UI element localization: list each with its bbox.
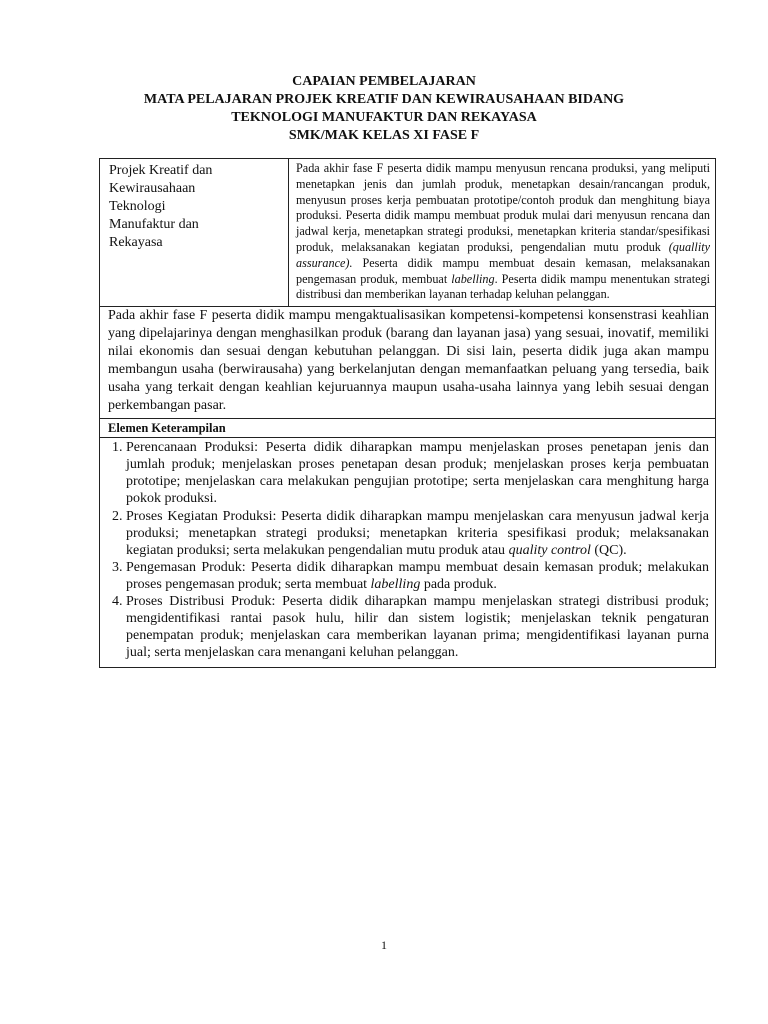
subject-line: Teknologi <box>109 199 166 214</box>
element-text: Proses Kegiatan Produksi: Peserta didik diharapkan mampu menjelaskan cara menyusun jadwal kerja produksi; menetapkan strategi produksi; menetapkan kriteria spesifikasi produk; melaksanakan kegiatan produksi; serta melakukan pengendalian mutu produk atau <box>126 508 709 558</box>
list-item <box>126 439 709 507</box>
subject-name-cell <box>100 159 289 307</box>
elements-heading-row <box>100 419 716 438</box>
title-line-4: SMK/MAK KELAS XI FASE F <box>288 128 480 143</box>
title-line-1: CAPAIAN PEMBELAJARAN <box>292 74 476 89</box>
subject-line: Kewirausahaan <box>109 181 196 196</box>
subject-line: Manufaktur dan <box>109 217 199 232</box>
title-line-2: MATA PELAJARAN PROJEK KREATIF DAN KEWIRAUSAHAAN BIDANG <box>143 92 625 107</box>
subject-line: Projek Kreatif dan <box>109 163 213 178</box>
list-item <box>126 508 709 559</box>
element-text-end: pada produk. <box>420 576 497 592</box>
overview-paragraph: Pada akhir fase F peserta didik mampu mengaktualisasikan kompetensi-kompetensi konsenstrasi keahlian yang dipelajarinya dengan menghasilkan produk (barang dan layanan jasa) yang sesuai, inovatif, memiliki nilai ekonomis dan sesuai dengan kebutuhan pelanggan. Di sisi lain, peserta didik juga akan mampu membangun usaha (berwirausaha) yang berkelanjutan dengan memanfaatkan peluang yang tersedia, baik usaha yang terkait dengan keahlian kejuruannya maupun usaha-usaha lainnya yang lebih sesuai dengan perkembangan pasar. <box>100 307 716 419</box>
overview-row <box>100 307 716 419</box>
cp-text-part: Pada akhir fase F peserta didik mampu menyusun rencana produksi, yang meliputi menetapkan jenis dan jumlah produk, menetapkan desain/rancangan produk, menyusun proses kerja pembuatan prototipe/contoh produk dan menghitung biaya produksi. Peserta didik mampu membuat produk mulai dari menyusun rencana dan jadwal kerja, menetapkan strategi produksi, menetapkan kriteria standar/spesifikasi produk, melaksanakan kegiatan produksi, pengendalian mutu produk <box>296 161 710 254</box>
cp-italic-term: labelling <box>451 271 495 286</box>
learning-outcomes-table <box>99 158 716 668</box>
elements-list-cell <box>100 438 716 668</box>
elements-list-row <box>100 438 716 668</box>
cp-text-part: . Peserta didik mampu menentukan strategi distribusi dan memberikan layanan terhadap keluhan pelanggan. <box>296 271 710 302</box>
page-number: 1 <box>381 938 387 952</box>
subject-row <box>100 159 716 307</box>
element-text-end: (QC). <box>590 542 627 558</box>
subject-line: Rekayasa <box>109 235 163 250</box>
element-text: Proses Distribusi Produk: Peserta didik diharapkan mampu menjelaskan strategi distribusi produk; mengidentifikasi rantai pasok hulu, hilir dan sistem logistik; menjelaskan teknik pengaturan penempatan produk; menjelaskan cara memberikan layanan prima; mengidentifikasi layanan purna jual; serta menjelaskan cara menangani keluhan pelanggan. <box>126 594 709 661</box>
element-italic-term: quality control <box>508 542 591 558</box>
title-line-3: TEKNOLOGI MANUFAKTUR DAN REKAYASA <box>231 110 537 125</box>
document-title-block <box>0 73 768 145</box>
learning-outcome-cell <box>289 159 716 307</box>
element-text: Pengemasan Produk: Peserta didik diharapkan mampu membuat desain kemasan produk; melakukan proses pengemasan produk; serta membuat <box>126 559 709 592</box>
skill-elements-list <box>106 439 709 661</box>
cp-text-part: Peserta didik mampu membuat desain kemasan, melaksanakan pengemasan produk, membuat <box>296 255 710 286</box>
cp-italic-term: (quallity assurance). <box>296 239 710 270</box>
list-item <box>126 593 709 661</box>
list-item <box>126 559 709 593</box>
element-text: Perencanaan Produksi: Peserta didik diharapkan mampu menjelaskan proses penetapan jenis dan jumlah produk; menjelaskan proses penetapan desan produk; menjelaskan proses kerja pembuatan prototipe; menjelaskan cara melakukan pengujian prototipe; serta menjelaskan cara menghitung harga pokok produksi. <box>126 440 709 507</box>
elements-heading: Elemen Keterampilan <box>100 419 716 438</box>
element-italic-term: labelling <box>370 576 421 592</box>
